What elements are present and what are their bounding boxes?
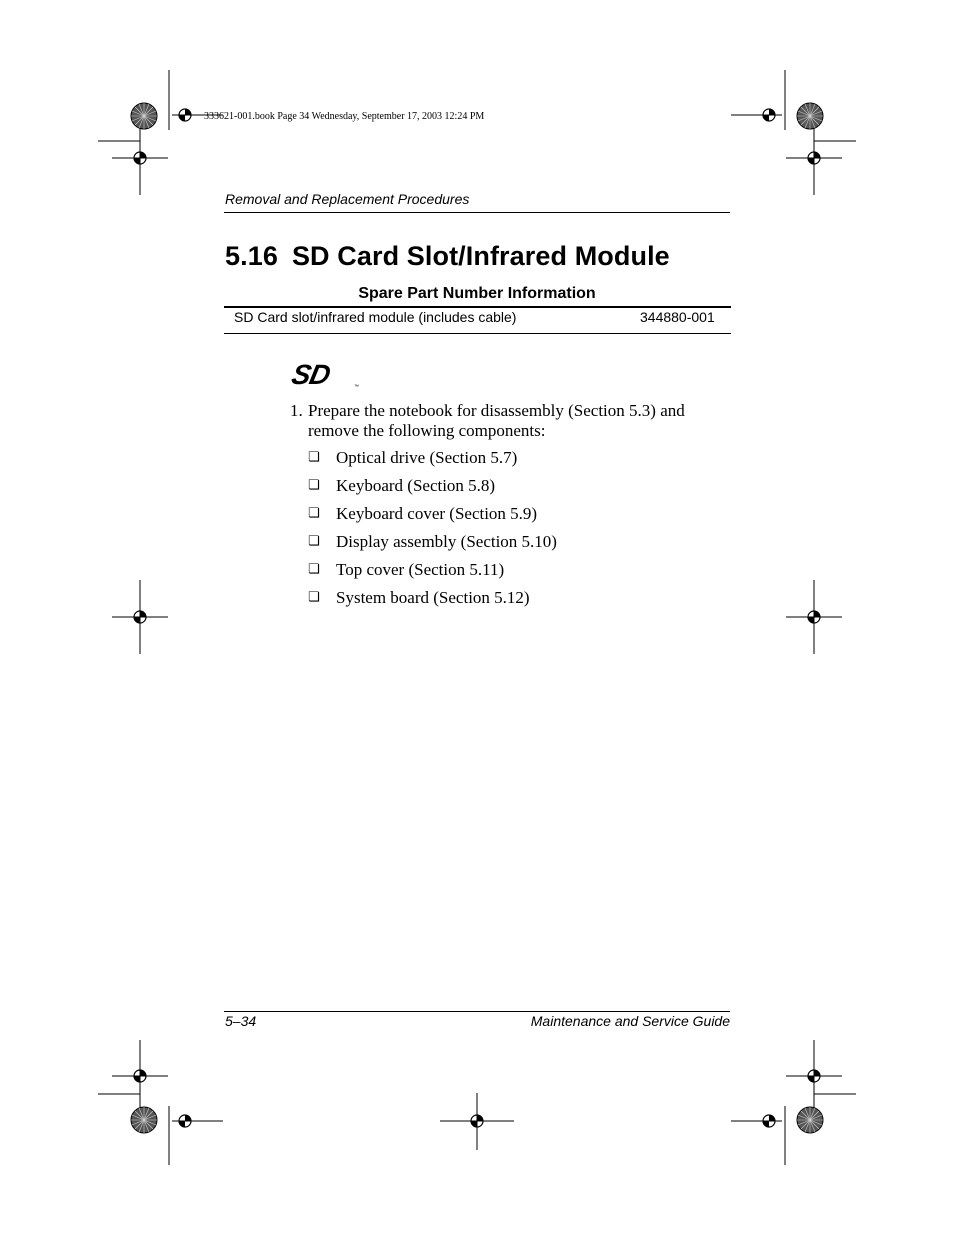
table-bottom-rule xyxy=(224,333,731,334)
list-item: ❏ Keyboard (Section 5.8) xyxy=(308,476,496,495)
spare-parts-caption: Spare Part Number Information xyxy=(358,285,596,302)
checkbox-icon: ❏ xyxy=(308,478,320,493)
sd-card-logo-icon xyxy=(290,362,366,395)
step-1 xyxy=(290,401,710,441)
part-description: SD Card slot/infrared module (includes cable) xyxy=(234,309,517,325)
checkbox-icon: ❏ xyxy=(308,562,320,577)
section-heading xyxy=(225,241,670,272)
checkbox-icon: ❏ xyxy=(308,590,320,605)
list-item: ❏ Keyboard cover (Section 5.9) xyxy=(308,504,538,523)
footer-rule xyxy=(224,1011,730,1012)
list-item: ❏ System board (Section 5.12) xyxy=(308,588,530,607)
sd-logo-text: SD xyxy=(290,362,333,390)
list-item: ❏ Optical drive (Section 5.7) xyxy=(308,448,518,467)
checkbox-icon: ❏ xyxy=(308,506,320,521)
list-item: ❏ Top cover (Section 5.11) xyxy=(308,560,505,579)
table-top-rule xyxy=(224,306,731,308)
printer-slug-line: 333621-001.book Page 34 Wednesday, September 17, 2003 12:24 PM xyxy=(204,111,485,122)
list-item: ❏ Display assembly (Section 5.10) xyxy=(308,532,557,551)
running-header: Removal and Replacement Procedures xyxy=(225,191,470,207)
checkbox-icon: ❏ xyxy=(308,450,320,465)
svg-text:™: ™ xyxy=(354,384,359,390)
component-checklist xyxy=(308,447,557,615)
section-number: 5.16 xyxy=(225,241,278,271)
section-title: SD Card Slot/Infrared Module xyxy=(291,241,670,271)
step-text: Prepare the notebook for disassembly (Section 5.3) and remove the following components: xyxy=(308,401,685,440)
footer-book-title: Maintenance and Service Guide xyxy=(530,1013,730,1029)
checkbox-icon: ❏ xyxy=(308,534,320,549)
part-number: 344880-001 xyxy=(640,309,715,325)
page-number: 5–34 xyxy=(225,1013,257,1029)
header-rule xyxy=(224,212,730,213)
step-number: 1. xyxy=(290,401,303,420)
